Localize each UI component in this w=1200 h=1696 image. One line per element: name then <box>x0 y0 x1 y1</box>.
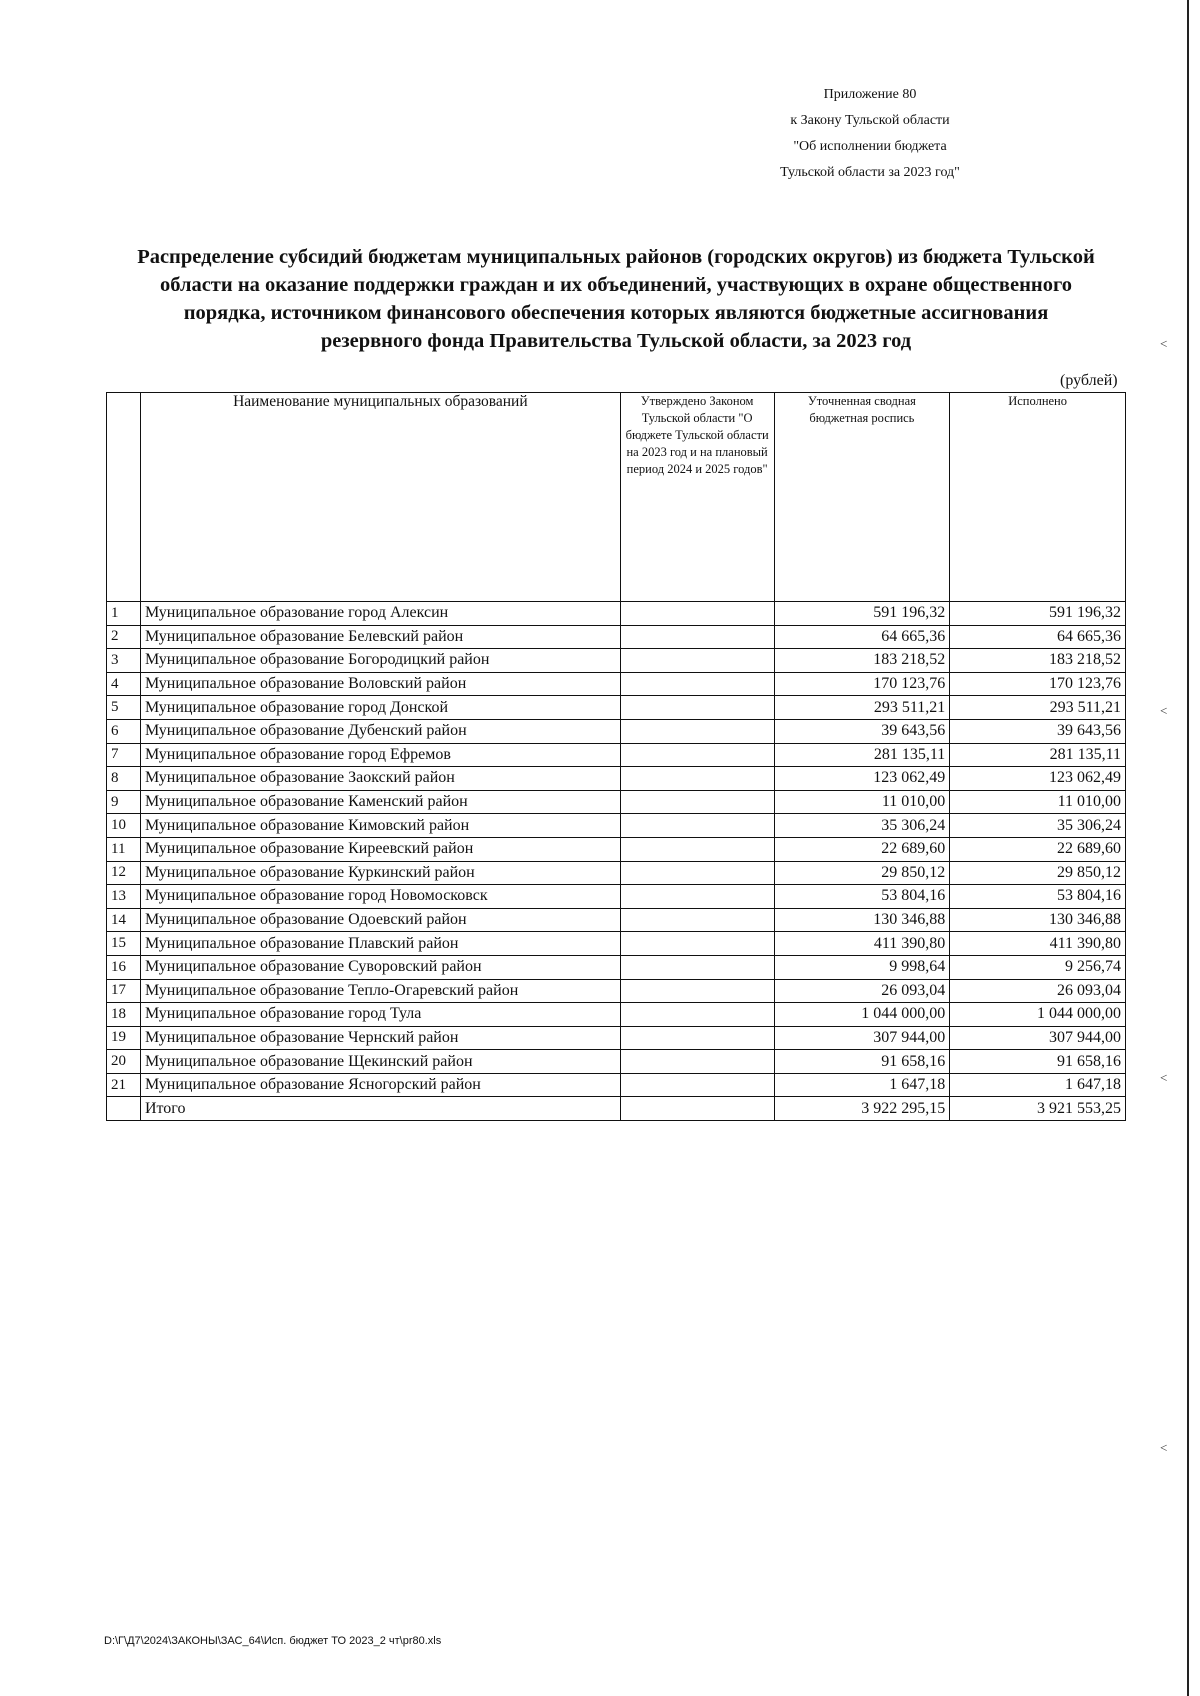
row-number: 17 <box>107 979 141 1003</box>
row-refined: 411 390,80 <box>774 932 950 956</box>
row-name: Муниципальное образование Заокский район <box>140 767 620 791</box>
row-refined: 9 998,64 <box>774 955 950 979</box>
row-refined: 1 647,18 <box>774 1073 950 1097</box>
row-number: 18 <box>107 1003 141 1027</box>
row-approved <box>620 790 774 814</box>
row-name: Муниципальное образование Плавский район <box>140 932 620 956</box>
row-name: Муниципальное образование город Донской <box>140 696 620 720</box>
row-number: 13 <box>107 885 141 909</box>
row-refined: 53 804,16 <box>774 885 950 909</box>
row-executed: 9 256,74 <box>950 955 1126 979</box>
row-refined: 281 135,11 <box>774 743 950 767</box>
row-executed: 11 010,00 <box>950 790 1126 814</box>
title-line-2: области на оказание поддержки граждан и их объединений, участвующих в охране общественного <box>159 274 1073 296</box>
row-approved <box>620 625 774 649</box>
row-approved <box>620 932 774 956</box>
row-name: Муниципальное образование город Новомосковск <box>140 885 620 909</box>
table-row <box>107 719 1126 743</box>
row-approved <box>620 719 774 743</box>
annex-line-2: к Закону Тульской области <box>790 113 950 128</box>
row-refined: 26 093,04 <box>774 979 950 1003</box>
row-refined: 11 010,00 <box>774 790 950 814</box>
row-number: 5 <box>107 696 141 720</box>
file-path-footer: D:\Г\Д7\2024\ЗАКОНЫ\ЗАС_64\Исп. бюджет ТО 2023_2 чт\pr80.xls <box>104 1635 442 1647</box>
row-refined: 307 944,00 <box>774 1026 950 1050</box>
row-number: 19 <box>107 1026 141 1050</box>
row-name: Муниципальное образование Ясногорский район <box>140 1073 620 1097</box>
title-line-1: Распределение субсидий бюджетам муниципальных районов (городских округов) из бюджета Тульской <box>137 246 1095 268</box>
table-row <box>107 672 1126 696</box>
row-approved <box>620 672 774 696</box>
row-number: 3 <box>107 649 141 673</box>
row-approved <box>620 979 774 1003</box>
row-executed: 91 658,16 <box>950 1050 1126 1074</box>
row-executed: 281 135,11 <box>950 743 1126 767</box>
subsidy-table <box>106 392 1126 1121</box>
row-approved <box>620 908 774 932</box>
table-row <box>107 649 1126 673</box>
row-executed: 170 123,76 <box>950 672 1126 696</box>
row-name: Муниципальное образование город Тула <box>140 1003 620 1027</box>
row-number: 1 <box>107 602 141 626</box>
table-row <box>107 625 1126 649</box>
row-approved <box>620 1073 774 1097</box>
row-name: Муниципальное образование Белевский район <box>140 625 620 649</box>
row-refined: 130 346,88 <box>774 908 950 932</box>
row-number: 14 <box>107 908 141 932</box>
header-approved: Утверждено Законом Тульской области "О бюджете Тульской области на 2023 год и на плановый период 2024 и 2025 годов" <box>620 393 774 602</box>
row-executed: 123 062,49 <box>950 767 1126 791</box>
row-refined: 91 658,16 <box>774 1050 950 1074</box>
row-executed: 3 921 553,25 <box>950 1097 1126 1121</box>
row-number: 21 <box>107 1073 141 1097</box>
header-number <box>107 393 141 602</box>
row-approved <box>620 837 774 861</box>
row-approved <box>620 861 774 885</box>
row-number: 12 <box>107 861 141 885</box>
row-number: 6 <box>107 719 141 743</box>
row-executed: 22 689,60 <box>950 837 1126 861</box>
table-row <box>107 696 1126 720</box>
annex-line-1: Приложение 80 <box>823 87 917 102</box>
row-number: 20 <box>107 1050 141 1074</box>
row-executed: 1 044 000,00 <box>950 1003 1126 1027</box>
row-approved <box>620 743 774 767</box>
row-executed: 39 643,56 <box>950 719 1126 743</box>
row-name: Муниципальное образование Одоевский район <box>140 908 620 932</box>
row-approved <box>620 602 774 626</box>
title-line-4: резервного фонда Правительства Тульской области, за 2023 год <box>320 330 912 352</box>
row-executed: 53 804,16 <box>950 885 1126 909</box>
header-executed: Исполнено <box>950 393 1126 602</box>
row-number: 10 <box>107 814 141 838</box>
row-executed: 293 511,21 <box>950 696 1126 720</box>
row-name: Итого <box>140 1097 620 1121</box>
row-executed: 130 346,88 <box>950 908 1126 932</box>
row-number: 2 <box>107 625 141 649</box>
margin-mark: < <box>1160 1440 1168 1455</box>
table-row <box>107 932 1126 956</box>
row-refined: 29 850,12 <box>774 861 950 885</box>
table-row <box>107 767 1126 791</box>
row-executed: 307 944,00 <box>950 1026 1126 1050</box>
row-executed: 411 390,80 <box>950 932 1126 956</box>
row-number: 11 <box>107 837 141 861</box>
row-refined: 1 044 000,00 <box>774 1003 950 1027</box>
row-name: Муниципальное образование Чернский район <box>140 1026 620 1050</box>
row-name: Муниципальное образование Суворовский район <box>140 955 620 979</box>
table-row <box>107 1003 1126 1027</box>
row-refined: 591 196,32 <box>774 602 950 626</box>
table-row <box>107 743 1126 767</box>
document-title <box>110 243 1122 355</box>
row-executed: 183 218,52 <box>950 649 1126 673</box>
row-executed: 29 850,12 <box>950 861 1126 885</box>
scan-edge-line <box>1187 0 1189 1696</box>
row-refined: 293 511,21 <box>774 696 950 720</box>
row-approved <box>620 649 774 673</box>
row-refined: 35 306,24 <box>774 814 950 838</box>
annex-line-3: "Об исполнении бюджета <box>793 139 947 154</box>
row-executed: 1 647,18 <box>950 1073 1126 1097</box>
row-executed: 26 093,04 <box>950 979 1126 1003</box>
row-name: Муниципальное образование Каменский район <box>140 790 620 814</box>
table-row <box>107 1073 1126 1097</box>
row-name: Муниципальное образование Богородицкий район <box>140 649 620 673</box>
row-number: 15 <box>107 932 141 956</box>
row-refined: 123 062,49 <box>774 767 950 791</box>
row-name: Муниципальное образование город Ефремов <box>140 743 620 767</box>
row-refined: 22 689,60 <box>774 837 950 861</box>
annex-line-4: Тульской области за 2023 год" <box>780 165 960 180</box>
row-name: Муниципальное образование Куркинский район <box>140 861 620 885</box>
table-row <box>107 1050 1126 1074</box>
row-name: Муниципальное образование Воловский район <box>140 672 620 696</box>
row-number: 9 <box>107 790 141 814</box>
row-name: Муниципальное образование город Алексин <box>140 602 620 626</box>
table-row <box>107 602 1126 626</box>
units-label: (рублей) <box>1060 372 1118 389</box>
row-refined: 3 922 295,15 <box>774 1097 950 1121</box>
row-name: Муниципальное образование Щекинский район <box>140 1050 620 1074</box>
row-name: Муниципальное образование Киреевский район <box>140 837 620 861</box>
table-row <box>107 861 1126 885</box>
row-name: Муниципальное образование Кимовский район <box>140 814 620 838</box>
row-approved <box>620 1050 774 1074</box>
table-row <box>107 955 1126 979</box>
row-approved <box>620 767 774 791</box>
row-approved <box>620 1097 774 1121</box>
row-approved <box>620 955 774 979</box>
table-row <box>107 814 1126 838</box>
table-row <box>107 1026 1126 1050</box>
row-name: Муниципальное образование Тепло-Огаревский район <box>140 979 620 1003</box>
row-approved <box>620 814 774 838</box>
table-row <box>107 837 1126 861</box>
row-number: 8 <box>107 767 141 791</box>
row-number <box>107 1097 141 1121</box>
row-approved <box>620 1003 774 1027</box>
row-approved <box>620 1026 774 1050</box>
margin-mark: < <box>1160 336 1168 351</box>
total-row <box>107 1097 1126 1121</box>
table-row <box>107 790 1126 814</box>
row-refined: 183 218,52 <box>774 649 950 673</box>
row-number: 4 <box>107 672 141 696</box>
table-header-row <box>107 393 1126 602</box>
header-name: Наименование муниципальных образований <box>140 393 620 602</box>
header-refined: Уточненная сводная бюджетная роспись <box>774 393 950 602</box>
row-approved <box>620 696 774 720</box>
row-executed: 35 306,24 <box>950 814 1126 838</box>
row-refined: 39 643,56 <box>774 719 950 743</box>
row-approved <box>620 885 774 909</box>
row-executed: 591 196,32 <box>950 602 1126 626</box>
row-refined: 64 665,36 <box>774 625 950 649</box>
row-executed: 64 665,36 <box>950 625 1126 649</box>
title-line-3: порядка, источником финансового обеспечения которых являются бюджетные ассигнования <box>183 302 1049 324</box>
row-number: 16 <box>107 955 141 979</box>
row-name: Муниципальное образование Дубенский район <box>140 719 620 743</box>
table-row <box>107 885 1126 909</box>
row-refined: 170 123,76 <box>774 672 950 696</box>
margin-mark: < <box>1160 703 1168 718</box>
row-number: 7 <box>107 743 141 767</box>
table-row <box>107 979 1126 1003</box>
annex-block <box>760 82 980 186</box>
table-row <box>107 908 1126 932</box>
margin-mark: < <box>1160 1070 1168 1085</box>
